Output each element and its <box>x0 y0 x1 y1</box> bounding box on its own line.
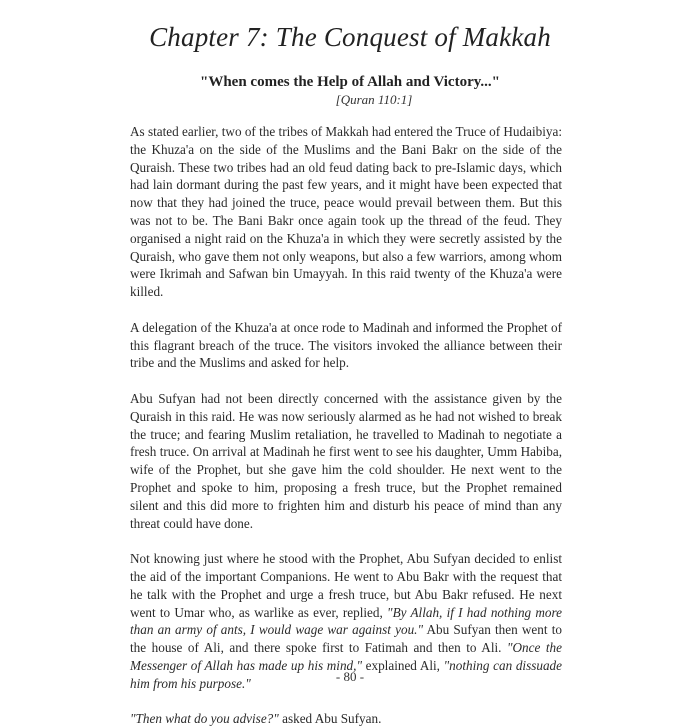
paragraph-1: As stated earlier, two of the tribes of Makkah had entered the Truce of Hudaibiya: the Khuza'a on the side of the Muslims and the Bani Bakr on the side of the Quraish. These two tribes had an old feud dating back to pre-Islamic days, which had lain dormant during the past few years, and it might have been expected that now that they had joined the truce, peace would prevail between them. But this was not to be. The Bani Bakr once again took up the thread of the feud. They organised a night raid on the Khuza'a in which they were secretly assisted by the Quraish, who gave them not only weapons, but also a few warriors, among whom were Ikrimah and Safwan bin Umayyah. In this raid twenty of the Khuza'a were killed. <box>130 124 562 300</box>
paragraph-5-text-b: asked Abu Sufyan. <box>278 711 382 727</box>
ali-quote-1: "Once the Messenger of Allah has made up his mind," <box>130 640 562 673</box>
page-number: - 80 - <box>335 669 365 684</box>
paragraph-5 <box>130 710 562 728</box>
paragraph-4-text-a: Not knowing just where he stood with the Prophet, Abu Sufyan decided to enlist the aid of the important Companions. He went to Abu Bakr with the request that he talk with the Prophet and urge a fresh truce, but Abu Bakr refused. He next went to Umar who, as warlike as ever, replied, <box>130 551 562 620</box>
paragraph-2: A delegation of the Khuza'a at once rode to Madinah and informed the Prophet of this flagrant breach of the truce. The visitors invoked the alliance between their tribe and the Muslims and asked for help. <box>130 319 562 371</box>
abu-sufyan-quote: "Then what do you advise?" <box>130 711 279 727</box>
paragraph-3: Abu Sufyan had not been directly concerned with the assistance given by the Quraish in this raid. He was now seriously alarmed as he had not wished to break the truce; and fearing Muslim retaliation, he travelled to Madinah to negotiate a fresh truce. On arrival at Madinah he first went to see his daughter, Umm Habiba, wife of the Prophet, but she gave him the cold shoulder. He next went to the Prophet and spoke to him, proposing a fresh truce, but the Prophet remained silent and this did more to frighten him and disturb his peace of mind than any threat could have done. <box>130 390 562 531</box>
epigraph-citation: [Quran 110:1] <box>335 92 413 107</box>
chapter-title: Chapter 7: The Conquest of Makkah <box>149 22 551 52</box>
chapter-body <box>130 123 562 728</box>
paragraph-4-text-e: explained Ali, <box>361 657 444 673</box>
epigraph-quote: "When comes the Help of Allah and Victory..." <box>200 74 500 90</box>
paragraph-4-text-c: Abu Sufyan then went to the house of Ali, and there spoke first to Fatimah and then to Ali. <box>130 622 562 656</box>
umar-quote: "By Allah, if I had nothing more than an army of ants, I would wage war against you." <box>130 604 562 638</box>
ali-quote-2: "nothing can dissuade him from his purpose." <box>130 657 562 691</box>
